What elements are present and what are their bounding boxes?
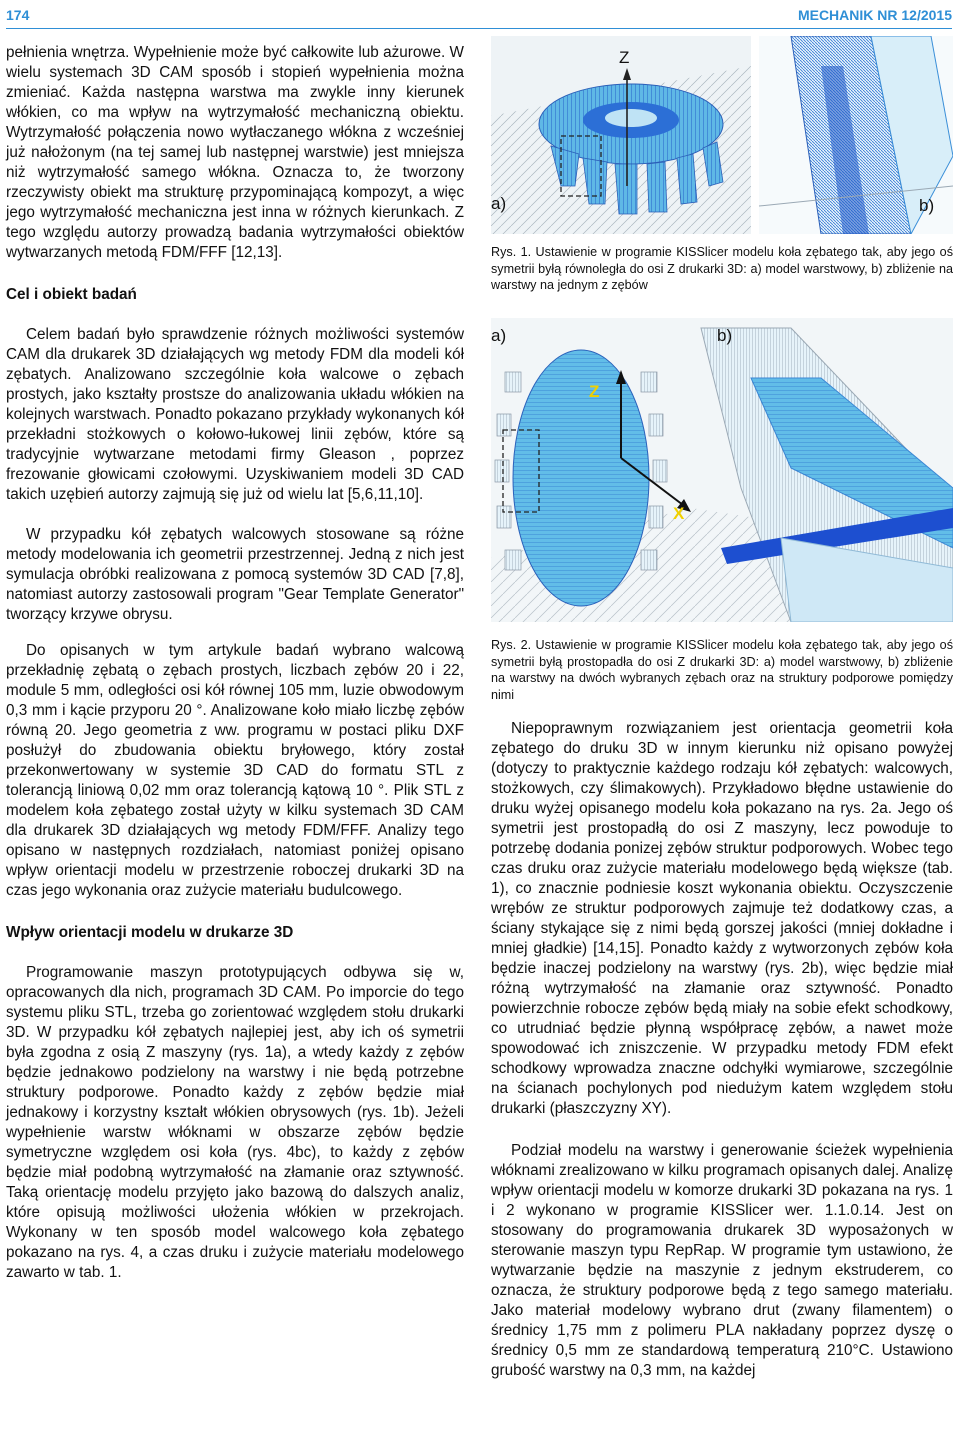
figure-2-label-b: b) [717, 326, 733, 345]
figure-1-label-b: b) [919, 196, 935, 215]
figure-1-label-a: a) [491, 194, 507, 213]
right-paragraph-1: Niepoprawnym rozwiązaniem jest orientacja geometrii koła zębatego do druku 3D w innym kierunku niż opisano powyżej (dotyczy to praktycznie każdego rodzaju kół zębatych: walcowych, stożkowych, czy ślimakowych). Przykładowo błędne ustawienie do druku wyżej opisanego modelu koła pokazano na rys. 2a. Jego oś symetrii jest prostopadłą do osi Z maszyny, lecz powoduje to potrzebę dodania ponizej zębów struktur podporowych. Wobec tego czas druku oraz zużycie materiału modelowego będą większe (tab. 1), co znacznie podniesie koszt wykonania obiektu. Oczyszczenie wrębów ze struktur podporowych zajmuje też dodatkowy czas, a ściany stykające się z nimi będą gorszej jakości (mniej dokładne i mniej gładkie) [14,15]. Ponadto każdy z wytworzonych zębów koła będzie inaczej podzielony na warstwy (rys. 2b), więc będzie miał różną wytrzymałość na złamanie oraz sztywność. Ponadto powierzchnie robocze zębów będą miały na sobie efekt schodkowy, co utrudniać będzie płynną współpracę zębów, a nawet może spowodować ich zniszczenie. W przypadku metody FDM efekt schodkowy wprowadza znaczne odchyłki wymiarowe, szczególnie na ścianach pochylonych pod niedużym katem względem stołu drukarki (płaszczyzny XY). [491, 720, 953, 1117]
left-paragraph-5: Programowanie maszyn prototypujących odbywa się w, opracowanych dla nich, programach 3D CAM. Po imporcie do tego systemu pliku STL, trzeba go zorientować względem stołu drukarki 3D. W przypadku kół zębatych najlepiej jest, aby ich oś symetrii była zgodna z osią Z maszyny (rys. 1a), a wtedy każdy z zębów będzie jednakowo podzielony na warstwy i nie będą potrzebne struktury podporowe. Ponadto każdy z zębów będzie miał jednakowy i korzystny kształt włókien obrysowych (rys. 1b). Jeżeli wypełnienie warstw włóknami w obszarze zębów będzie symetryczne względem osi koła (rys. 4bc), to każdy z zębów będzie miał podobną wytrzymałość na złamanie oraz sztywność. Taką orientację modelu przyjęto jako bazową do dalszych analiz, które opisują możliwości ułożenia włókien w przekrojach. Wykonany w ten sposób model walcowego koła zębatego pokazano na rys. 4, a czas druku i zużycie materiału modelowego zawarto w tab. 1. [6, 964, 464, 1281]
figure-1-illustration [491, 36, 953, 234]
figure-2-illustration [491, 318, 953, 622]
left-column [6, 43, 464, 1283]
header-rule [6, 28, 952, 29]
right-column [491, 719, 953, 1381]
left-paragraph-4: Do opisanych w tym artykule badań wybrano walcową przekładnię zębatą o zębach prostych, liczbach zębów 20 i 22, module 5 mm, odległości osi kół równej 105 mm, luzie obwodowym 0,3 mm i kącie przyporu 20 °. Analizowane koło miało liczbę zębów równą 20. Jego geometria z ww. programu w postaci pliku DXF posłużył do zbudowania obiektu bryłowego, który został przekonwertowany w systemie 3D CAD do formatu STL z tolerancją liniową 0,02 mm oraz tolerancją kątową 10 °. Plik STL z modelem koła zębatego został użyty w kilku systemach 3D CAM dla drukarek 3D działających wg metody FDM/FFF. Analizy tego opisano w następnych rozdziałach, natomiast poniżej opisano wpływ orientacji modelu w przestrzenie roboczej drukarki 3D na czas jego wykonania oraz zużycie materiału budulcowego. [6, 642, 464, 899]
right-paragraph-2: Podział modelu na warstwy i generowanie ścieżek wypełnienia włóknami zrealizowano w kilku programach opisanych dalej. Analizę wpływ orientacji modelu w komorze drukarki 3D pokazana na rys. 1 i 2 wykonano w programie KISSlicer wer. 1.1.0.14. Jest on stosowany do programowania drukarek 3D wyposażonych w sterowanie maszyn typu RepRap. W programie tym ustawiono, że wytwarzanie będzie na maszynie z jednym ekstruderem, co oznacza, że struktury podporowe będą z tego samego materiału. Jako materiał modelowy wybrano drut (zwany filamentem) o średnicy 1,75 mm z polimeru PLA nakładany poprzez dyszę o średnicy 0,5 mm ze standardową temperaturą 210°C. Ustawiono grubość warstwy na 0,3 mm, na każdej [491, 1142, 953, 1379]
left-paragraph-2: Celem badań było sprawdzenie różnych możliwości systemów CAM dla drukarek 3D działających wg metody FDM dla modeli kół zębatych. Analizowano szczególnie koła walcowe o zębach prostych, jako kształty prostsze do analizowania układu włókien na kolejnych warstwach. Ponadto pokazano przykłady wykonanych kół przekładni stożkowych o kołowo-łukowej linii zębów, które są tradycyjnie wytwarzane metodami firmy Gleason , poprzez frezowanie głowicami czołowymi. Uzyskiwaniem modeli 3D CAD takich uzębień autorzy zajmują się już od wielu lat [5,6,11,10]. [6, 326, 464, 503]
section-heading-orientacja: Wpływ orientacji modelu w drukarze 3D [6, 924, 294, 941]
figure-1 [491, 36, 953, 234]
figure-1-caption: Rys. 1. Ustawienie w programie KISSlicer modelu koła zębatego tak, aby jego oś symetrii byłą równoległa do osi Z drukarki 3D: a) model warstwowy, b) zbliżenie na warstwy na jednym z zębów [491, 245, 953, 293]
left-paragraph-3: W przypadku kół zębatych walcowych stosowane są różne metody modelowania ich geometrii przestrzennej. Jedną z nich jest symulacja obróbki realizowana z pomocą systemów 3D CAD [7,8], natomiast autorzy zastosowali program "Gear Template Generator" tworzący krzywe obrysu. [6, 526, 464, 623]
figure-2-axis-x-label: X [673, 504, 685, 523]
page-number: 174 [6, 7, 30, 23]
figure-2-caption: Rys. 2. Ustawienie w programie KISSlicer modelu koła zębatego tak, aby jego oś symetrii byłą prostopadła do osi Z drukarki 3D: a) model warstwowy, b) zbliżenie na warstwy na dwóch wybranych zębach oraz na struktury podporowe pomiędzy nimi [491, 638, 953, 702]
figure-2 [491, 318, 953, 622]
left-paragraph-1: pełnienia wnętrza. Wypełnienie może być całkowite lub ażurowe. W wielu systemach 3D CAM sposób i stopień wypełnienia można zmieniać. Każda następna warstwa ma zwykle inny kierunek włókien, co ma wpływ na wytrzymałość mechaniczną obiektu. Wytrzymałość połączenia nowo wytłaczanego włókna z wcześniej już nałożonym (na tej samej lub następnej warstwie) jest mniejsza niż wytrzymałość samego włókna. Oznacza to, że tworzony rzeczywisty obiekt ma strukturę przypominającą kompozyt, a więc jego wytrzymałość mechaniczna jest inna w różnych kierunkach. Z tego względu autorzy prowadzą badania wytrzymałości obiektów wytwarzanych metodą FDM/FFF [12,13]. [6, 44, 464, 261]
figure-2-axis-z-label: Z [589, 382, 600, 401]
section-heading-cel: Cel i obiekt badań [6, 286, 137, 303]
figure-1-axis-z-label: Z [619, 48, 630, 67]
figure-2-label-a: a) [491, 326, 507, 345]
journal-title: MECHANIK NR 12/2015 [797, 7, 952, 23]
page-header [6, 4, 952, 26]
